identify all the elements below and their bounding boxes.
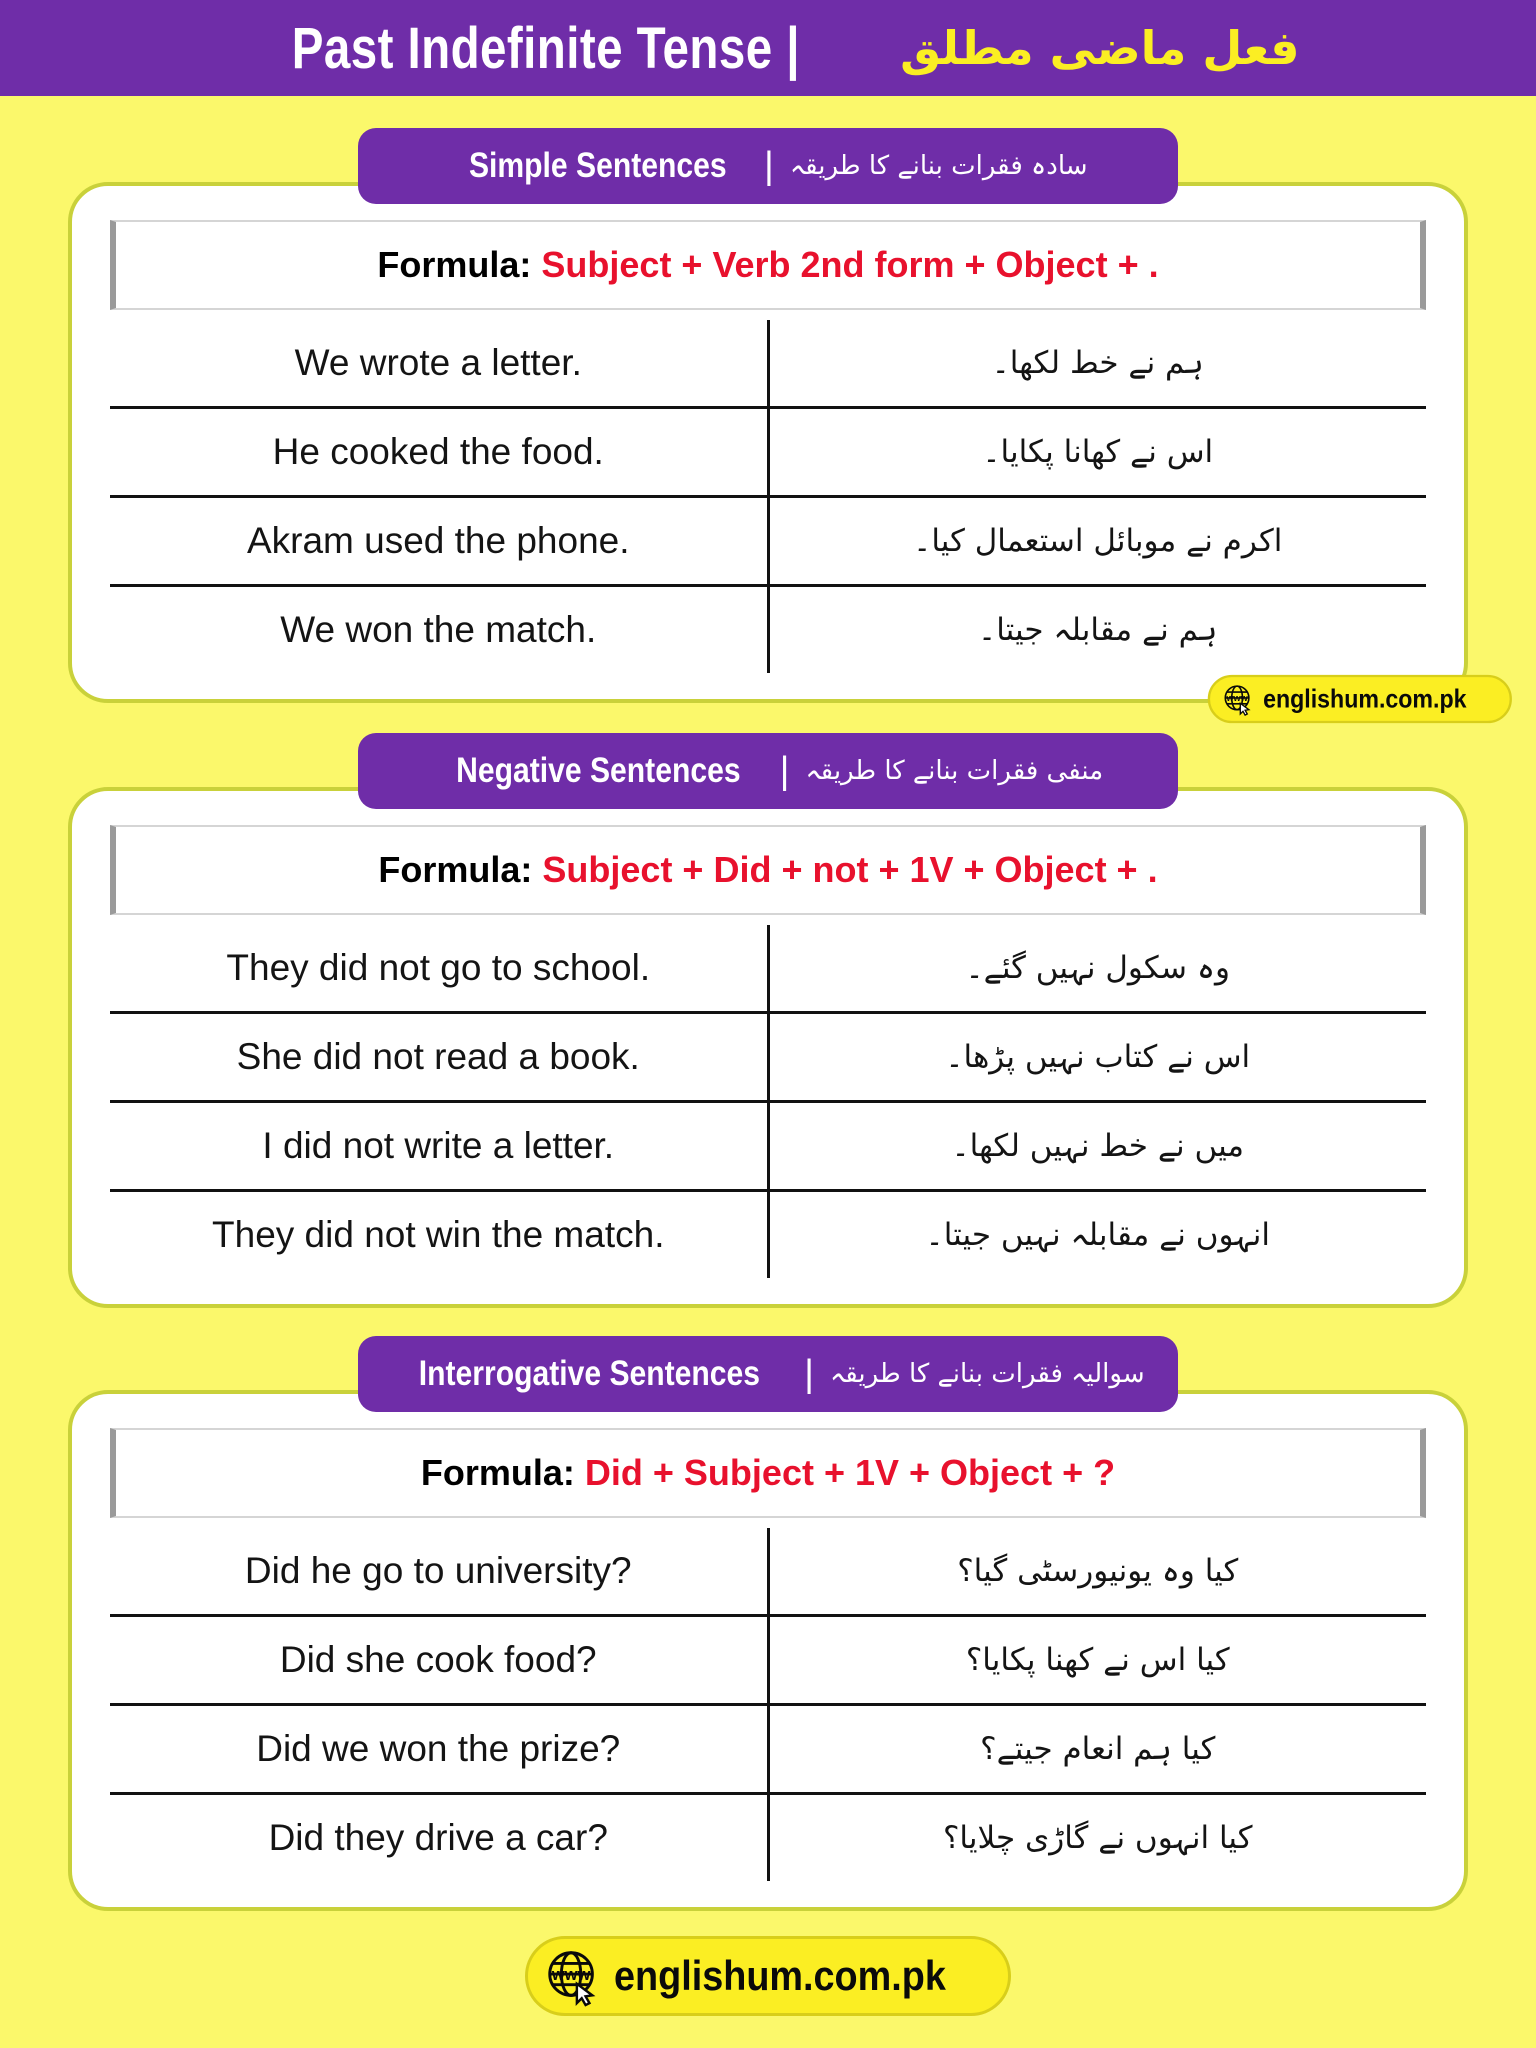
watermark-badge-bottom-wrap[interactable] <box>0 1936 1536 2016</box>
section-header-pill-negative <box>358 733 1178 809</box>
page-title-urdu: فعل ماضی مطلق <box>900 21 1300 75</box>
formula-label: Formula: <box>378 849 533 890</box>
sentence-urdu: اس نے کھانا پکایا۔ <box>768 408 1426 497</box>
table-row <box>110 1616 1426 1705</box>
globe-www-icon <box>542 1945 604 2007</box>
section-title-urdu-simple: سادہ فقرات بنانے کا طریقہ <box>789 151 1088 181</box>
formula-value-simple: Subject + Verb 2nd form + Object + . <box>541 244 1159 285</box>
table-row <box>110 320 1426 408</box>
sentence-urdu: کیا وہ یونیورسٹی گیا؟ <box>768 1528 1426 1616</box>
watermark-badge[interactable] <box>1208 675 1512 723</box>
table-row <box>110 1191 1426 1279</box>
sentence-english: Akram used the phone. <box>110 497 768 586</box>
sentence-urdu: کیا انہوں نے گاڑی چلایا؟ <box>942 1820 1253 1856</box>
section-title-negative: Negative Sentences <box>455 751 741 790</box>
table-row <box>110 1013 1426 1102</box>
table-row <box>110 1794 1426 1882</box>
sentence-table-interrogative <box>110 1528 1426 1881</box>
table-row <box>110 1528 1426 1616</box>
table-row <box>110 1705 1426 1794</box>
sentence-urdu: انہوں نے مقابلہ نہیں جیتا۔ <box>925 1217 1270 1253</box>
svg-text:www: www <box>551 1965 590 1984</box>
section-title-separator: | <box>764 144 774 187</box>
table-row <box>110 1102 1426 1191</box>
watermark-site-label: englishum.com.pk <box>1263 684 1467 714</box>
table-row <box>110 497 1426 586</box>
globe-www-icon <box>1221 682 1255 716</box>
section-header-pill-interrogative <box>358 1336 1178 1412</box>
sentence-english: Did she cook food? <box>110 1616 768 1705</box>
formula-label: Formula: <box>377 244 532 285</box>
section-title-separator: | <box>804 1352 815 1395</box>
section-title-urdu-negative: منفی فقرات بنانے کا طریقہ <box>805 756 1104 786</box>
sentence-urdu: ہم نے مقابلہ جیتا۔ <box>978 612 1218 648</box>
page-title: Past Indefinite Tense | <box>292 15 801 81</box>
sentence-english: Did we won the prize? <box>110 1705 768 1794</box>
sentence-english: We wrote a letter. <box>110 320 768 408</box>
section-title-simple: Simple Sentences <box>469 146 728 185</box>
sentence-urdu: کیا اس نے کھنا پکایا؟ <box>768 1616 1426 1705</box>
sentence-table-negative <box>110 925 1426 1278</box>
sentence-english: They did not go to school. <box>110 925 768 1013</box>
formula-box-interrogative <box>110 1428 1426 1518</box>
formula-box-simple <box>110 220 1426 310</box>
sentence-english: He cooked the food. <box>110 408 768 497</box>
sentence-english: Did he go to university? <box>110 1528 768 1616</box>
sentence-urdu: اس نے کتاب نہیں پڑھا۔ <box>768 1013 1426 1102</box>
watermark-badge-bottom[interactable] <box>525 1936 1012 2016</box>
formula-box-negative <box>110 825 1426 915</box>
section-card-negative <box>68 787 1468 1308</box>
page-header-banner <box>0 0 1536 96</box>
section-simple-sentences <box>68 128 1468 703</box>
sentence-urdu: کیا ہم انعام جیتے؟ <box>768 1705 1426 1794</box>
formula-label: Formula: <box>420 1452 575 1493</box>
watermark-site-label: englishum.com.pk <box>613 1952 946 1999</box>
section-title-urdu-interrogative: سوالیہ فقرات بنانے کا طریقہ <box>830 1359 1145 1389</box>
sentence-english: Did they drive a car? <box>110 1794 768 1882</box>
section-title-separator: | <box>779 749 790 792</box>
sentence-english: We won the match. <box>110 586 768 674</box>
section-header-pill-simple <box>358 128 1178 204</box>
formula-value-interrogative: Did + Subject + 1V + Object + ? <box>584 1452 1116 1493</box>
table-row <box>110 408 1426 497</box>
table-row <box>110 586 1426 674</box>
sentence-english: I did not write a letter. <box>110 1102 768 1191</box>
formula-value-negative: Subject + Did + not + 1V + Object + . <box>542 849 1158 890</box>
sentence-english: She did not read a book. <box>110 1013 768 1102</box>
sentence-urdu: وہ سکول نہیں گئے۔ <box>768 925 1426 1013</box>
watermark-badge-inline[interactable] <box>1208 675 1512 723</box>
section-interrogative-sentences <box>68 1336 1468 1911</box>
spacer-top <box>0 96 1536 128</box>
table-row <box>110 925 1426 1013</box>
sentence-english: They did not win the match. <box>110 1191 768 1279</box>
section-negative-sentences <box>68 733 1468 1308</box>
svg-text:www: www <box>1226 693 1248 704</box>
section-card-simple <box>68 182 1468 703</box>
section-title-interrogative: Interrogative Sentences <box>419 1354 761 1393</box>
spacer-section-2-3 <box>0 1308 1536 1336</box>
section-card-interrogative <box>68 1390 1468 1911</box>
sentence-urdu: ہم نے خط لکھا۔ <box>768 320 1426 408</box>
sentence-urdu: میں نے خط نہیں لکھا۔ <box>768 1102 1426 1191</box>
sentence-urdu: اکرم نے موبائل استعمال کیا۔ <box>768 497 1426 586</box>
sentence-table-simple <box>110 320 1426 673</box>
